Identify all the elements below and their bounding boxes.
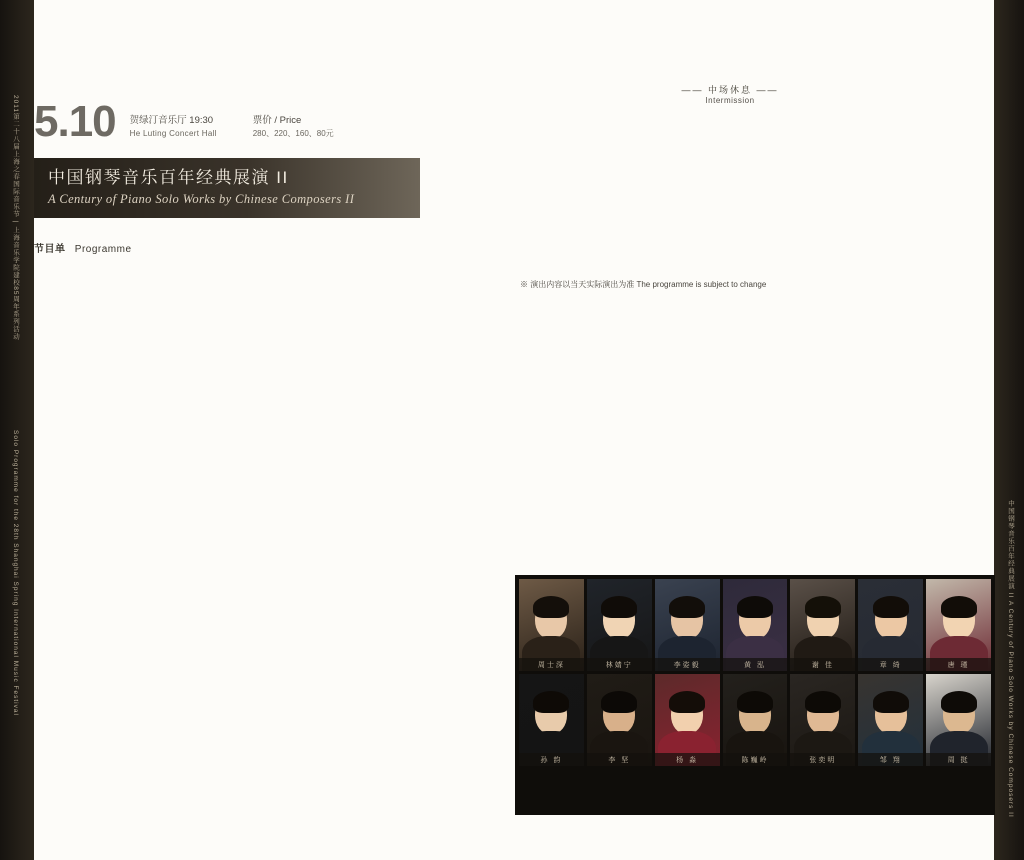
programme-item [34, 425, 454, 436]
venue-block [130, 114, 217, 144]
photo-row-1 [519, 579, 991, 671]
item-body [34, 290, 454, 301]
performer-name-label: 谢 佳 [790, 658, 855, 671]
portrait-hair-shape [941, 596, 977, 618]
item-performer [534, 119, 940, 130]
right-column [520, 60, 940, 290]
item-performer [48, 312, 454, 323]
performer-name-label: 唐 瑾 [926, 658, 991, 671]
right-programme-list-before [520, 60, 940, 71]
item-body [34, 402, 454, 413]
price-values: 280、220、160、80元 [252, 129, 334, 138]
programme-item [520, 60, 940, 71]
item-performer [48, 470, 454, 481]
programme-item [520, 186, 940, 197]
item-performer [534, 254, 940, 265]
programme-item [520, 231, 940, 242]
programme-footnote: ※ 演出内容以当天实际演出为准 The programme is subject to change [520, 279, 767, 289]
item-body [34, 425, 454, 436]
photo-row-2 [519, 674, 991, 766]
intermission-block [520, 83, 940, 105]
item-performer [534, 209, 940, 220]
left-spine [0, 0, 34, 860]
programme-item [34, 380, 454, 391]
performer-name-label: 杨 淼 [655, 753, 720, 766]
programme-item [34, 267, 454, 278]
portrait-hair-shape [669, 691, 705, 713]
left-column [34, 97, 454, 492]
right-programme-list-after [520, 119, 940, 265]
portrait-hair-shape [737, 691, 773, 713]
portrait-hair-shape [941, 691, 977, 713]
item-body [34, 267, 454, 278]
performer-name-label: 张奕明 [790, 753, 855, 766]
item-body [520, 231, 940, 242]
performer-name-label: 李姿毅 [655, 658, 720, 671]
performer-photo [723, 674, 788, 766]
item-body [34, 335, 454, 346]
item-body [520, 186, 940, 197]
portrait-hair-shape [873, 691, 909, 713]
item-performer [534, 141, 940, 152]
portrait-hair-shape [601, 596, 637, 618]
performer-photo [858, 579, 923, 671]
portrait-hair-shape [805, 691, 841, 713]
item-performer [48, 425, 454, 436]
item-performer [48, 402, 454, 413]
item-body [34, 312, 454, 323]
item-body [34, 380, 454, 391]
performer-name-label: 李 坚 [587, 753, 652, 766]
programme-item [520, 254, 940, 265]
venue-en: He Luting Concert Hall [129, 129, 217, 138]
item-body [520, 60, 940, 71]
programme-heading [34, 240, 454, 255]
item-body [34, 357, 454, 368]
performer-name-label: 林婧宁 [587, 658, 652, 671]
portrait-hair-shape [533, 596, 569, 618]
performer-photo [790, 674, 855, 766]
performer-name-label: 黄 泓 [723, 658, 788, 671]
programme-item [34, 335, 454, 346]
item-performer [48, 447, 454, 458]
title-cn: 中国钢琴音乐百年经典展演 II [48, 168, 289, 187]
left-spine-text-bottom: Solo Programme for the 28th Shanghai Spring International Music Festival [12, 430, 19, 716]
performer-photo [858, 674, 923, 766]
performer-photo [790, 579, 855, 671]
performer-photo [926, 674, 991, 766]
portrait-hair-shape [601, 691, 637, 713]
portrait-hair-shape [669, 596, 705, 618]
programme-item [34, 447, 454, 458]
performer-photo [723, 579, 788, 671]
left-spine-text-top: 2011第二十八届上海之春国际音乐节 | 上海音乐学院建校85周年系列活动 [12, 95, 19, 341]
intermission-en: Intermission [705, 95, 755, 105]
programme-item [520, 119, 940, 130]
item-body [34, 470, 454, 481]
performer-photo [519, 579, 584, 671]
left-programme-list [34, 267, 454, 481]
programme-item [520, 141, 940, 152]
item-performer [48, 380, 454, 391]
item-performer [48, 290, 454, 301]
performer-name-label: 章 绮 [858, 658, 923, 671]
programme-item [520, 209, 940, 220]
performer-photo [655, 674, 720, 766]
item-body [520, 209, 940, 220]
item-performer [48, 335, 454, 346]
performer-name-label: 周 挺 [926, 753, 991, 766]
performer-name-label: 周士深 [519, 658, 584, 671]
item-body [520, 164, 940, 175]
intermission-cn: —— 中场休息 —— [681, 84, 779, 95]
performer-photo-grid [515, 575, 995, 815]
item-body [520, 119, 940, 130]
item-performer [534, 231, 940, 242]
item-performer [534, 186, 940, 197]
item-body [34, 447, 454, 458]
price-label: 票价 / Price [252, 115, 302, 126]
item-performer [534, 60, 940, 71]
portrait-hair-shape [737, 596, 773, 618]
portrait-hair-shape [805, 596, 841, 618]
item-body [520, 141, 940, 152]
programme-item [34, 290, 454, 301]
programme-item [34, 357, 454, 368]
portrait-hair-shape [873, 596, 909, 618]
performer-photo [655, 579, 720, 671]
programme-heading-cn: 节目单 [34, 244, 66, 255]
performer-name-label: 陈巍岭 [723, 753, 788, 766]
programme-item [34, 402, 454, 413]
performer-photo [587, 674, 652, 766]
title-en: A Century of Piano Solo Works by Chinese Composers II [48, 192, 355, 206]
item-performer [48, 357, 454, 368]
performer-name-label: 孙 韵 [519, 753, 584, 766]
performer-photo [519, 674, 584, 766]
performer-name-label: 邹 翔 [858, 753, 923, 766]
item-body [520, 254, 940, 265]
item-performer [48, 267, 454, 278]
right-spine [994, 0, 1024, 860]
concert-date: 5.10 [34, 97, 116, 146]
item-performer [534, 164, 940, 175]
right-spine-text: 中国钢琴音乐百年经典展演 II A Century of Piano Solo Works by Chinese Composers II [1007, 500, 1014, 818]
performer-photo [926, 579, 991, 671]
price-block [253, 114, 334, 144]
venue-cn: 贺绿汀音乐厅 19:30 [129, 115, 214, 126]
programme-item [34, 312, 454, 323]
programme-item [520, 164, 940, 175]
programme-heading-en: Programme [74, 244, 132, 255]
performer-photo [587, 579, 652, 671]
title-band [34, 158, 420, 218]
programme-item [34, 470, 454, 481]
portrait-hair-shape [533, 691, 569, 713]
header-row [34, 97, 454, 146]
